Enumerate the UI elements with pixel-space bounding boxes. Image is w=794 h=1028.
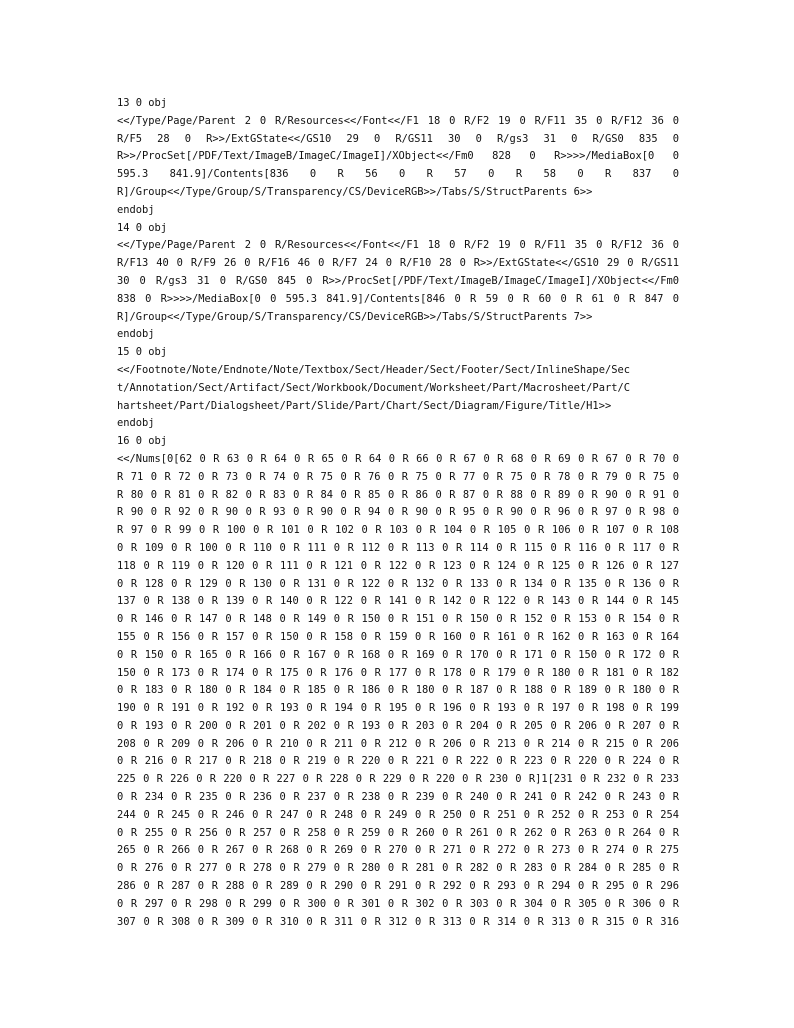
- text-line: 838 0 R>>>>/MediaBox[0 0 595.3 841.9]/Contents[846 0 R 59 0 R 60 0 R 61 0 R 847 0: [117, 292, 679, 305]
- text-line: endobj: [117, 417, 155, 430]
- text-line: 118 0 R 119 0 R 120 0 R 111 0 R 121 0 R 122 0 R 123 0 R 124 0 R 125 0 R 126 0 R 127: [117, 559, 679, 572]
- text-line: 0 R 128 0 R 129 0 R 130 0 R 131 0 R 122 0 R 132 0 R 133 0 R 134 0 R 135 0 R 136 0 R: [117, 577, 679, 590]
- text-line: hartsheet/Part/Dialogsheet/Part/Slide/Part/Chart/Sect/Diagram/Figure/Title/H1>>: [117, 399, 612, 412]
- text-line: 190 0 R 191 0 R 192 0 R 193 0 R 194 0 R 195 0 R 196 0 R 193 0 R 197 0 R 198 0 R 199: [117, 702, 679, 715]
- text-line: R 90 0 R 92 0 R 90 0 R 93 0 R 90 0 R 94 0 R 90 0 R 95 0 R 90 0 R 96 0 R 97 0 R 98 0: [117, 506, 679, 519]
- text-line: R]/Group<</Type/Group/S/Transparency/CS/DeviceRGB>>/Tabs/S/StructParents 6>>: [117, 185, 593, 198]
- text-line: R 97 0 R 99 0 R 100 0 R 101 0 R 102 0 R 103 0 R 104 0 R 105 0 R 106 0 R 107 0 R 108: [117, 524, 679, 537]
- text-line: t/Annotation/Sect/Artifact/Sect/Workbook/Document/Worksheet/Part/Macrosheet/Part/C: [117, 381, 630, 394]
- text-line: 0 R 216 0 R 217 0 R 218 0 R 219 0 R 220 0 R 221 0 R 222 0 R 223 0 R 220 0 R 224 0 R: [117, 755, 679, 768]
- text-line: 0 R 297 0 R 298 0 R 299 0 R 300 0 R 301 0 R 302 0 R 303 0 R 304 0 R 305 0 R 306 0 R: [117, 897, 679, 910]
- text-line: 286 0 R 287 0 R 288 0 R 289 0 R 290 0 R 291 0 R 292 0 R 293 0 R 294 0 R 295 0 R 296: [117, 880, 679, 893]
- text-line: 15 0 obj: [117, 346, 168, 359]
- text-line: 595.3 841.9]/Contents[836 0 R 56 0 R 57 0 R 58 0 R 837 0: [117, 168, 679, 181]
- text-line: R/F5 28 0 R>>/ExtGState<</GS10 29 0 R/GS11 30 0 R/gs3 31 0 R/GS0 835 0: [117, 132, 679, 145]
- text-line: 225 0 R 226 0 R 220 0 R 227 0 R 228 0 R 229 0 R 220 0 R 230 0 R]1[231 0 R 232 0 R 233: [117, 773, 679, 786]
- text-line: R]/Group<</Type/Group/S/Transparency/CS/DeviceRGB>>/Tabs/S/StructParents 7>>: [117, 310, 593, 323]
- text-line: 0 R 109 0 R 100 0 R 110 0 R 111 0 R 112 0 R 113 0 R 114 0 R 115 0 R 116 0 R 117 0 R: [117, 541, 679, 554]
- text-line: <</Type/Page/Parent 2 0 R/Resources<</Font<</F1 18 0 R/F2 19 0 R/F11 35 0 R/F12 36 0: [117, 239, 679, 252]
- text-line: endobj: [117, 328, 155, 341]
- text-line: 0 R 183 0 R 180 0 R 184 0 R 185 0 R 186 0 R 180 0 R 187 0 R 188 0 R 189 0 R 180 0 R: [117, 684, 679, 697]
- text-line: 137 0 R 138 0 R 139 0 R 140 0 R 122 0 R 141 0 R 142 0 R 122 0 R 143 0 R 144 0 R 145: [117, 595, 679, 608]
- text-line: R/F13 40 0 R/F9 26 0 R/F16 46 0 R/F7 24 0 R/F10 28 0 R>>/ExtGState<</GS10 29 0 R/GS11: [117, 257, 679, 270]
- text-line: 307 0 R 308 0 R 309 0 R 310 0 R 311 0 R 312 0 R 313 0 R 314 0 R 313 0 R 315 0 R 316: [117, 915, 679, 928]
- text-line: 150 0 R 173 0 R 174 0 R 175 0 R 176 0 R 177 0 R 178 0 R 179 0 R 180 0 R 181 0 R 182: [117, 666, 679, 679]
- text-line: 30 0 R/gs3 31 0 R/GS0 845 0 R>>/ProcSet[/PDF/Text/ImageB/ImageC/ImageI]/XObject<</Fm0: [117, 274, 679, 287]
- text-line: 0 R 193 0 R 200 0 R 201 0 R 202 0 R 193 0 R 203 0 R 204 0 R 205 0 R 206 0 R 207 0 R: [117, 719, 679, 732]
- text-line: endobj: [117, 203, 155, 216]
- text-line: <</Footnote/Note/Endnote/Note/Textbox/Sect/Header/Sect/Footer/Sect/InlineShape/Sec: [117, 363, 630, 376]
- text-line: 13 0 obj: [117, 97, 168, 109]
- text-line: 0 R 234 0 R 235 0 R 236 0 R 237 0 R 238 0 R 239 0 R 240 0 R 241 0 R 242 0 R 243 0 R: [117, 791, 679, 804]
- text-line: 244 0 R 245 0 R 246 0 R 247 0 R 248 0 R 249 0 R 250 0 R 251 0 R 252 0 R 253 0 R 254: [117, 808, 679, 821]
- text-line: 0 R 146 0 R 147 0 R 148 0 R 149 0 R 150 0 R 151 0 R 150 0 R 152 0 R 153 0 R 154 0 R: [117, 613, 679, 626]
- text-line: 16 0 obj: [117, 435, 168, 448]
- text-line: <</Type/Page/Parent 2 0 R/Resources<</Font<</F1 18 0 R/F2 19 0 R/F11 35 0 R/F12 36 0: [117, 114, 679, 127]
- text-line: 265 0 R 266 0 R 267 0 R 268 0 R 269 0 R 270 0 R 271 0 R 272 0 R 273 0 R 274 0 R 275: [117, 844, 679, 857]
- text-line: 14 0 obj: [117, 221, 168, 234]
- pdf-source-text: [117, 95, 679, 931]
- text-line: 155 0 R 156 0 R 157 0 R 150 0 R 158 0 R 159 0 R 160 0 R 161 0 R 162 0 R 163 0 R 164: [117, 630, 679, 643]
- text-line: 0 R 255 0 R 256 0 R 257 0 R 258 0 R 259 0 R 260 0 R 261 0 R 262 0 R 263 0 R 264 0 R: [117, 826, 679, 839]
- text-line: R 80 0 R 81 0 R 82 0 R 83 0 R 84 0 R 85 0 R 86 0 R 87 0 R 88 0 R 89 0 R 90 0 R 91 0: [117, 488, 679, 501]
- text-line: R 71 0 R 72 0 R 73 0 R 74 0 R 75 0 R 76 0 R 75 0 R 77 0 R 75 0 R 78 0 R 79 0 R 75 0: [117, 470, 679, 483]
- text-line: R>>/ProcSet[/PDF/Text/ImageB/ImageC/ImageI]/XObject<</Fm0 828 0 R>>>>/MediaBox[0 0: [117, 150, 679, 163]
- text-line: 0 R 150 0 R 165 0 R 166 0 R 167 0 R 168 0 R 169 0 R 170 0 R 171 0 R 150 0 R 172 0 R: [117, 648, 679, 661]
- text-line: 0 R 276 0 R 277 0 R 278 0 R 279 0 R 280 0 R 281 0 R 282 0 R 283 0 R 284 0 R 285 0 R: [117, 862, 679, 875]
- text-line: <</Nums[0[62 0 R 63 0 R 64 0 R 65 0 R 64 0 R 66 0 R 67 0 R 68 0 R 69 0 R 67 0 R 70 0: [117, 452, 679, 465]
- text-line: 208 0 R 209 0 R 206 0 R 210 0 R 211 0 R 212 0 R 206 0 R 213 0 R 214 0 R 215 0 R 206: [117, 737, 679, 750]
